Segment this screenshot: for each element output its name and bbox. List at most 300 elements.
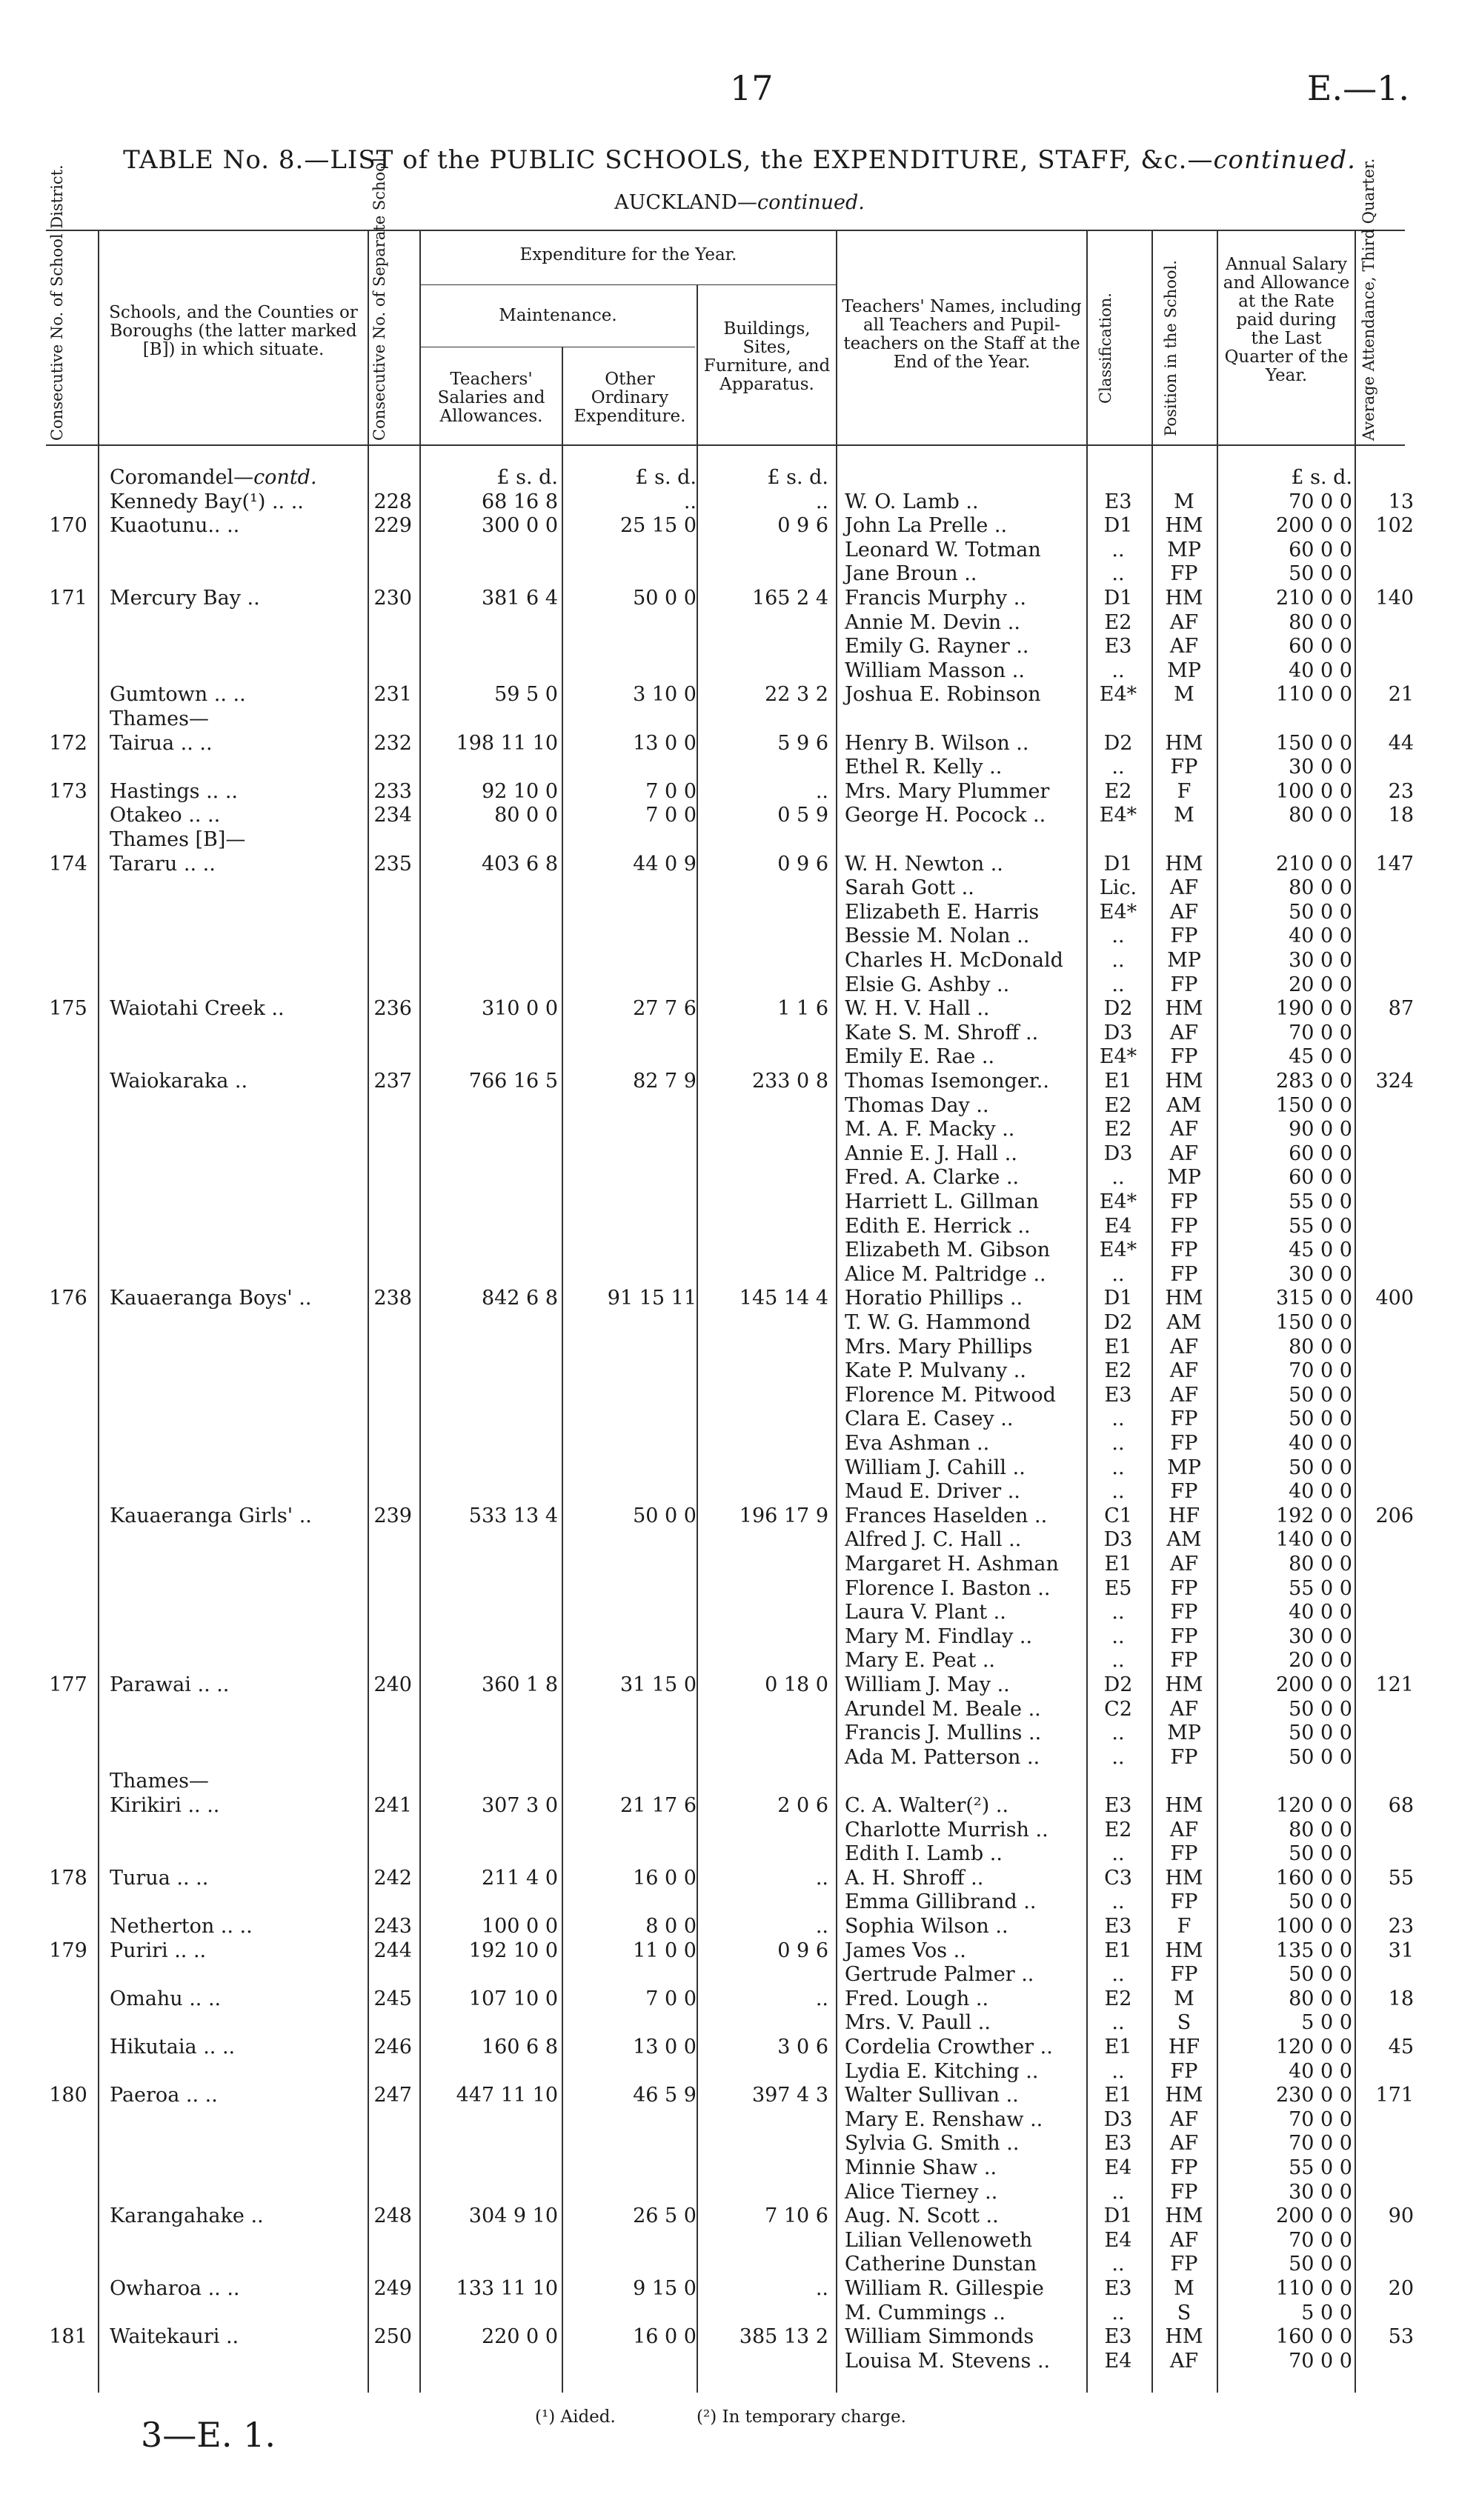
annual-salary: 90 0 0	[1289, 1118, 1352, 1141]
annual-salary: 40 0 0	[1289, 2059, 1352, 2083]
annual-salary: 120 0 0	[1275, 2036, 1352, 2059]
position: AF	[1169, 2132, 1199, 2156]
school-name: Tararu .. ..	[110, 852, 216, 876]
table-row	[0, 1721, 1479, 1745]
salaries-amount: 360 1 8	[481, 1673, 558, 1696]
separate-school-number: 244	[373, 1939, 412, 1962]
other-expenditure: 26 5 0	[633, 2204, 697, 2228]
position: MP	[1167, 1456, 1201, 1479]
school-name: Waiokaraka ..	[110, 1070, 248, 1093]
school-name: Paeroa .. ..	[110, 2084, 218, 2107]
annual-salary: 50 0 0	[1289, 1842, 1352, 1866]
annual-salary: 100 0 0	[1275, 1915, 1352, 1938]
teacher-name: Alice M. Paltridge ..	[845, 1262, 1046, 1286]
position: MP	[1167, 1166, 1201, 1190]
salaries-amount: 59 5 0	[494, 683, 558, 707]
teacher-name: Lydia E. Kitching ..	[845, 2059, 1039, 2083]
table-row	[0, 1624, 1479, 1649]
classification: D2	[1103, 1673, 1133, 1696]
other-expenditure: 82 7 9	[633, 1070, 697, 1093]
buildings-amount: ..	[815, 1987, 828, 2010]
school-name: Waiotahi Creek ..	[110, 997, 285, 1021]
district-number: 172	[49, 731, 87, 755]
teacher-name: M. Cummings ..	[845, 2301, 1006, 2324]
buildings-amount: ..	[815, 1866, 828, 1890]
position: FP	[1170, 973, 1198, 996]
teacher-name: Annie E. J. Hall ..	[845, 1141, 1017, 1165]
district-number: 177	[49, 1673, 87, 1696]
other-expenditure: 7 0 0	[645, 804, 697, 827]
table-row	[0, 2107, 1479, 2132]
district-number: 175	[49, 997, 87, 1021]
teacher-name: Florence M. Pitwood	[845, 1383, 1056, 1407]
position: AM	[1166, 1311, 1202, 1334]
teacher-name: Sarah Gott ..	[845, 876, 974, 900]
classification: E2	[1104, 1093, 1132, 1117]
salaries-amount: 766 16 5	[468, 1070, 558, 1093]
teacher-name: Thomas Day ..	[845, 1093, 989, 1117]
table-row	[0, 1769, 1479, 1793]
position: AF	[1169, 1021, 1199, 1044]
col-header-schools: Schools, and the Counties or Boroughs (the latter marked [B]) in which situate.	[109, 303, 358, 359]
table-row	[0, 1021, 1479, 1045]
separate-school-number: 248	[373, 2204, 412, 2228]
position: AF	[1169, 2349, 1199, 2373]
average-attendance: 44	[1388, 731, 1414, 755]
separate-school-number: 231	[373, 683, 412, 707]
salaries-amount: 107 10 0	[468, 1987, 558, 2010]
average-attendance: 121	[1375, 1673, 1414, 1696]
table-row	[0, 2349, 1479, 2373]
annual-salary: 30 0 0	[1289, 756, 1352, 779]
school-name: Kennedy Bay(¹) .. ..	[110, 490, 304, 513]
other-expenditure: 13 0 0	[633, 2036, 697, 2059]
table-row	[0, 1359, 1479, 1383]
table-row	[0, 755, 1479, 779]
table-row	[0, 1190, 1479, 1214]
teacher-name: Leonard W. Totman	[845, 538, 1041, 561]
average-attendance: 31	[1388, 1939, 1414, 1962]
position: AF	[1169, 635, 1199, 659]
annual-salary: 150 0 0	[1275, 1093, 1352, 1117]
separate-school-number: 239	[373, 1504, 412, 1527]
position: AF	[1169, 1359, 1199, 1383]
classification: ..	[1111, 1624, 1125, 1648]
buildings-amount: 165 2 4	[751, 587, 828, 610]
buildings-amount: 145 14 4	[739, 1287, 828, 1310]
classification: E2	[1104, 610, 1132, 634]
classification: C3	[1104, 1866, 1132, 1890]
table-row	[0, 1165, 1479, 1190]
position: FP	[1170, 1842, 1198, 1866]
other-expenditure: 3 10 0	[633, 683, 697, 707]
position: FP	[1170, 562, 1198, 586]
annual-salary: 55 0 0	[1289, 1190, 1352, 1213]
annual-salary: 160 0 0	[1275, 1866, 1352, 1890]
annual-salary: 40 0 0	[1289, 1480, 1352, 1504]
buildings-amount: 22 3 2	[765, 683, 828, 707]
position: FP	[1170, 1649, 1198, 1673]
buildings-amount: 397 4 3	[751, 2084, 828, 2107]
position: S	[1177, 2301, 1191, 2324]
table-row	[0, 659, 1479, 683]
annual-salary: 200 0 0	[1275, 514, 1352, 538]
position: FP	[1170, 1214, 1198, 1238]
annual-salary: 50 0 0	[1289, 2253, 1352, 2276]
annual-salary: 45 0 0	[1289, 1239, 1352, 1262]
position: AF	[1169, 1141, 1199, 1165]
school-name: Kauaeranga Girls' ..	[110, 1504, 312, 1527]
teacher-name: W. O. Lamb ..	[845, 490, 979, 513]
table-row	[0, 513, 1479, 538]
classification: E4*	[1099, 804, 1137, 827]
position: M	[1174, 683, 1194, 707]
school-name: Otakeo .. ..	[110, 804, 221, 827]
col-header-classification: Classification.	[1097, 293, 1114, 404]
table-row	[0, 1841, 1479, 1866]
classification: E3	[1104, 490, 1132, 513]
other-expenditure: 16 0 0	[633, 2325, 697, 2349]
teacher-name: Emily G. Rayner ..	[845, 635, 1029, 659]
separate-school-number: 242	[373, 1866, 412, 1890]
annual-salary: 80 0 0	[1289, 1987, 1352, 2010]
table-row	[0, 1335, 1479, 1359]
teacher-name: Elsie G. Ashby ..	[845, 973, 1010, 996]
col-header-annual-salary: Annual Salary and Allowance at the Rate paid during the Last Quarter of the Year.	[1223, 255, 1350, 385]
classification: ..	[1111, 2253, 1125, 2276]
position: AF	[1169, 610, 1199, 634]
separate-school-number: 238	[373, 1287, 412, 1310]
annual-salary: 30 0 0	[1289, 1624, 1352, 1648]
teacher-name: William J. May ..	[845, 1673, 1010, 1696]
school-name: Coromandel—contd.	[110, 466, 317, 489]
teacher-name: Cordelia Crowther ..	[845, 2036, 1053, 2059]
teacher-name: W. H. V. Hall ..	[845, 997, 990, 1021]
district-number: 173	[49, 779, 87, 803]
classification: E2	[1104, 1987, 1132, 2010]
annual-salary: 50 0 0	[1289, 1456, 1352, 1479]
classification: ..	[1111, 1166, 1125, 1190]
currency-label: £ s. d.	[767, 466, 828, 489]
position: AF	[1169, 1818, 1199, 1841]
teacher-name: Horatio Phillips ..	[845, 1287, 1023, 1310]
annual-salary: 50 0 0	[1289, 900, 1352, 924]
position: HM	[1165, 852, 1203, 876]
annual-salary: 135 0 0	[1275, 1939, 1352, 1962]
annual-salary: 140 0 0	[1275, 1528, 1352, 1552]
col-header-other: Other Ordinary Expenditure.	[574, 370, 686, 426]
teacher-name: Joshua E. Robinson	[845, 683, 1041, 707]
position: FP	[1170, 1601, 1198, 1624]
classification: ..	[1111, 949, 1125, 972]
classification: E3	[1104, 1794, 1132, 1817]
salaries-amount: 381 6 4	[481, 587, 558, 610]
col-header-average: Average Attendance, Third Quarter.	[1360, 158, 1377, 441]
buildings-amount: 196 17 9	[739, 1504, 828, 1527]
buildings-amount: 7 10 6	[765, 2204, 828, 2228]
classification: D1	[1103, 587, 1133, 610]
teacher-name: Edith I. Lamb ..	[845, 1842, 1003, 1866]
school-name: Omahu .. ..	[110, 1987, 222, 2010]
annual-salary: 70 0 0	[1289, 2349, 1352, 2373]
classification: E3	[1104, 1915, 1132, 1938]
position: AF	[1169, 1335, 1199, 1359]
classification: D3	[1103, 2107, 1133, 2131]
classification: E3	[1104, 1383, 1132, 1407]
table-row	[0, 1383, 1479, 1407]
classification: E3	[1104, 2132, 1132, 2156]
school-name: Kuaotunu.. ..	[110, 514, 240, 538]
table-row	[0, 2131, 1479, 2156]
average-attendance: 55	[1388, 1866, 1414, 1890]
annual-salary: 55 0 0	[1289, 1576, 1352, 1600]
classification: ..	[1111, 2011, 1125, 2035]
annual-salary: 192 0 0	[1275, 1504, 1352, 1527]
district-number: 181	[49, 2325, 87, 2349]
separate-school-number: 241	[373, 1794, 412, 1817]
table-row	[0, 586, 1479, 610]
other-expenditure: 7 0 0	[645, 779, 697, 803]
table-row	[0, 1987, 1479, 2011]
annual-salary: 50 0 0	[1289, 1383, 1352, 1407]
teacher-name: Kate S. M. Shroff ..	[845, 1021, 1039, 1044]
annual-salary: 5 0 0	[1301, 2011, 1352, 2035]
currency-label: £ s. d.	[635, 466, 697, 489]
annual-salary: 70 0 0	[1289, 2228, 1352, 2252]
school-name: Netherton .. ..	[110, 1915, 253, 1938]
school-name: Karangahake ..	[110, 2204, 264, 2228]
table-row	[0, 1793, 1479, 1818]
position: FP	[1170, 2156, 1198, 2179]
annual-salary: 110 0 0	[1275, 2277, 1352, 2300]
average-attendance: 206	[1375, 1504, 1414, 1527]
teacher-name: Elizabeth M. Gibson	[845, 1239, 1051, 1262]
school-name: Waitekauri ..	[110, 2325, 239, 2349]
teacher-name: Lilian Vellenoweth	[845, 2228, 1033, 2252]
table-row	[0, 1238, 1479, 1262]
header-bottom-rule	[46, 444, 1405, 446]
classification: ..	[1111, 1721, 1125, 1745]
separate-school-number: 235	[373, 852, 412, 876]
classification: E1	[1104, 2036, 1132, 2059]
table-top-rule	[46, 230, 1405, 231]
position: M	[1174, 490, 1194, 513]
position: HM	[1165, 1673, 1203, 1696]
classification: E1	[1104, 1939, 1132, 1962]
position: S	[1177, 2011, 1191, 2035]
teacher-name: Fred. Lough ..	[845, 1987, 989, 2010]
position: FP	[1170, 1407, 1198, 1431]
annual-salary: 20 0 0	[1289, 1649, 1352, 1673]
annual-salary: 315 0 0	[1275, 1287, 1352, 1310]
region-heading: AUCKLAND—continued.	[614, 191, 865, 214]
teacher-name: W. H. Newton ..	[845, 852, 1003, 876]
col-header-salaries: Teachers' Salaries and Allowances.	[437, 370, 545, 426]
salaries-amount: 192 10 0	[468, 1939, 558, 1962]
annual-salary: 20 0 0	[1289, 973, 1352, 996]
annual-salary: 283 0 0	[1275, 1070, 1352, 1093]
buildings-amount: 0 5 9	[777, 804, 828, 827]
school-name: Puriri .. ..	[110, 1939, 207, 1962]
classification: C1	[1104, 1504, 1132, 1527]
position: FP	[1170, 2180, 1198, 2204]
teacher-name: Margaret H. Ashman	[845, 1553, 1059, 1576]
classification: ..	[1111, 924, 1125, 948]
table-row	[0, 1431, 1479, 1456]
table-row	[0, 1914, 1479, 1939]
classification: ..	[1111, 2301, 1125, 2324]
classification: E2	[1104, 1359, 1132, 1383]
position: AF	[1169, 1553, 1199, 1576]
table-row	[0, 561, 1479, 586]
table-row	[0, 538, 1479, 562]
classification: ..	[1111, 756, 1125, 779]
separate-school-number: 245	[373, 1987, 412, 2010]
position: FP	[1170, 1745, 1198, 1769]
annual-salary: 70 0 0	[1289, 2107, 1352, 2131]
table-row	[0, 2204, 1479, 2228]
teacher-name: Arundel M. Beale ..	[845, 1697, 1041, 1721]
school-name: Thames—	[110, 1770, 209, 1793]
separate-school-number: 229	[373, 514, 412, 538]
separate-school-number: 233	[373, 779, 412, 803]
classification: ..	[1111, 1649, 1125, 1673]
annual-salary: 80 0 0	[1289, 804, 1352, 827]
annual-salary: 60 0 0	[1289, 635, 1352, 659]
average-attendance: 20	[1388, 2277, 1414, 2300]
school-name: Tairua .. ..	[110, 731, 213, 755]
classification: E2	[1104, 779, 1132, 803]
classification: ..	[1111, 2180, 1125, 2204]
teacher-name: Clara E. Casey ..	[845, 1407, 1014, 1431]
separate-school-number: 236	[373, 997, 412, 1021]
salaries-amount: 533 13 4	[468, 1504, 558, 1527]
position: F	[1177, 779, 1191, 803]
table-row	[0, 2035, 1479, 2059]
classification: E2	[1104, 1818, 1132, 1841]
school-name: Parawai .. ..	[110, 1673, 230, 1696]
teacher-name: Kate P. Mulvany ..	[845, 1359, 1026, 1383]
annual-salary: 30 0 0	[1289, 2180, 1352, 2204]
classification: E3	[1104, 635, 1132, 659]
table-row	[0, 2301, 1479, 2325]
col-header-expenditure: Expenditure for the Year.	[519, 245, 737, 264]
annual-salary: 60 0 0	[1289, 1166, 1352, 1190]
footer-signature: 3—E. 1.	[141, 2415, 276, 2455]
teacher-name: Frances Haselden ..	[845, 1504, 1048, 1527]
classification: ..	[1111, 973, 1125, 996]
classification: E4*	[1099, 683, 1137, 707]
district-number: 179	[49, 1939, 87, 1962]
teacher-name: Minnie Shaw ..	[845, 2156, 997, 2179]
position: FP	[1170, 1045, 1198, 1069]
teacher-name: William J. Cahill ..	[845, 1456, 1026, 1479]
classification: D2	[1103, 1311, 1133, 1334]
salaries-amount: 307 3 0	[481, 1794, 558, 1817]
buildings-amount: ..	[815, 1915, 828, 1938]
teacher-name: Henry B. Wilson ..	[845, 731, 1029, 755]
classification: E4*	[1099, 1239, 1137, 1262]
classification: D1	[1103, 2204, 1133, 2228]
classification: E4	[1104, 2156, 1132, 2179]
table-row	[0, 1527, 1479, 1552]
average-attendance: 68	[1388, 1794, 1414, 1817]
position: HM	[1165, 997, 1203, 1021]
classification: E4	[1104, 2349, 1132, 2373]
position: HM	[1165, 1866, 1203, 1890]
other-expenditure: 11 0 0	[633, 1939, 697, 1962]
other-expenditure: 91 15 11	[607, 1287, 697, 1310]
teacher-name: William Simmonds	[845, 2325, 1034, 2349]
buildings-amount: 233 0 8	[751, 1070, 828, 1093]
annual-salary: 200 0 0	[1275, 2204, 1352, 2228]
annual-salary: 100 0 0	[1275, 779, 1352, 803]
teacher-name: Louisa M. Stevens ..	[845, 2349, 1051, 2373]
classification: Lic.	[1099, 876, 1137, 900]
classification: E1	[1104, 1070, 1132, 1093]
annual-salary: 55 0 0	[1289, 2156, 1352, 2179]
position: FP	[1170, 1624, 1198, 1648]
table-row	[0, 1576, 1479, 1601]
classification: ..	[1111, 1262, 1125, 1286]
average-attendance: 45	[1388, 2036, 1414, 2059]
annual-salary: 70 0 0	[1289, 2132, 1352, 2156]
teacher-name: Mary M. Findlay ..	[845, 1624, 1033, 1648]
position: FP	[1170, 1890, 1198, 1914]
table-row	[0, 1504, 1479, 1528]
annual-salary: 80 0 0	[1289, 876, 1352, 900]
table-row	[0, 1117, 1479, 1141]
table-row	[0, 779, 1479, 804]
classification: ..	[1111, 659, 1125, 682]
classification: ..	[1111, 2059, 1125, 2083]
salaries-amount: 80 0 0	[494, 804, 558, 827]
classification: ..	[1111, 1601, 1125, 1624]
teacher-name: William Masson ..	[845, 659, 1025, 682]
classification: D3	[1103, 1141, 1133, 1165]
buildings-amount: 2 0 6	[777, 1794, 828, 1817]
position: F	[1177, 1915, 1191, 1938]
position: HF	[1168, 1504, 1200, 1527]
table-row	[0, 634, 1479, 659]
classification: D3	[1103, 1021, 1133, 1044]
position: M	[1174, 2277, 1194, 2300]
teacher-name: Sylvia G. Smith ..	[845, 2132, 1020, 2156]
table-row	[0, 876, 1479, 900]
teacher-name: Catherine Dunstan	[845, 2253, 1037, 2276]
annual-salary: 40 0 0	[1289, 1601, 1352, 1624]
separate-school-number: 240	[373, 1673, 412, 1696]
classification: E3	[1104, 2325, 1132, 2349]
school-name: Thames [B]—	[110, 828, 246, 851]
annual-salary: 55 0 0	[1289, 1214, 1352, 1238]
teacher-name: Emma Gillibrand ..	[845, 1890, 1037, 1914]
school-name: Gumtown .. ..	[110, 683, 246, 707]
average-attendance: 18	[1388, 804, 1414, 827]
other-expenditure: 46 5 9	[633, 2084, 697, 2107]
district-number: 176	[49, 1287, 87, 1310]
annual-salary: 230 0 0	[1275, 2084, 1352, 2107]
salaries-amount: 310 0 0	[481, 997, 558, 1021]
col-header-buildings: Buildings, Sites, Furniture, and Apparatus.	[703, 319, 831, 394]
annual-salary: 210 0 0	[1275, 587, 1352, 610]
annual-salary: 120 0 0	[1275, 1794, 1352, 1817]
table-row	[0, 682, 1479, 707]
school-name: Kauaeranga Boys' ..	[110, 1287, 312, 1310]
district-number: 170	[49, 514, 87, 538]
annual-salary: 50 0 0	[1289, 562, 1352, 586]
position: AF	[1169, 1118, 1199, 1141]
